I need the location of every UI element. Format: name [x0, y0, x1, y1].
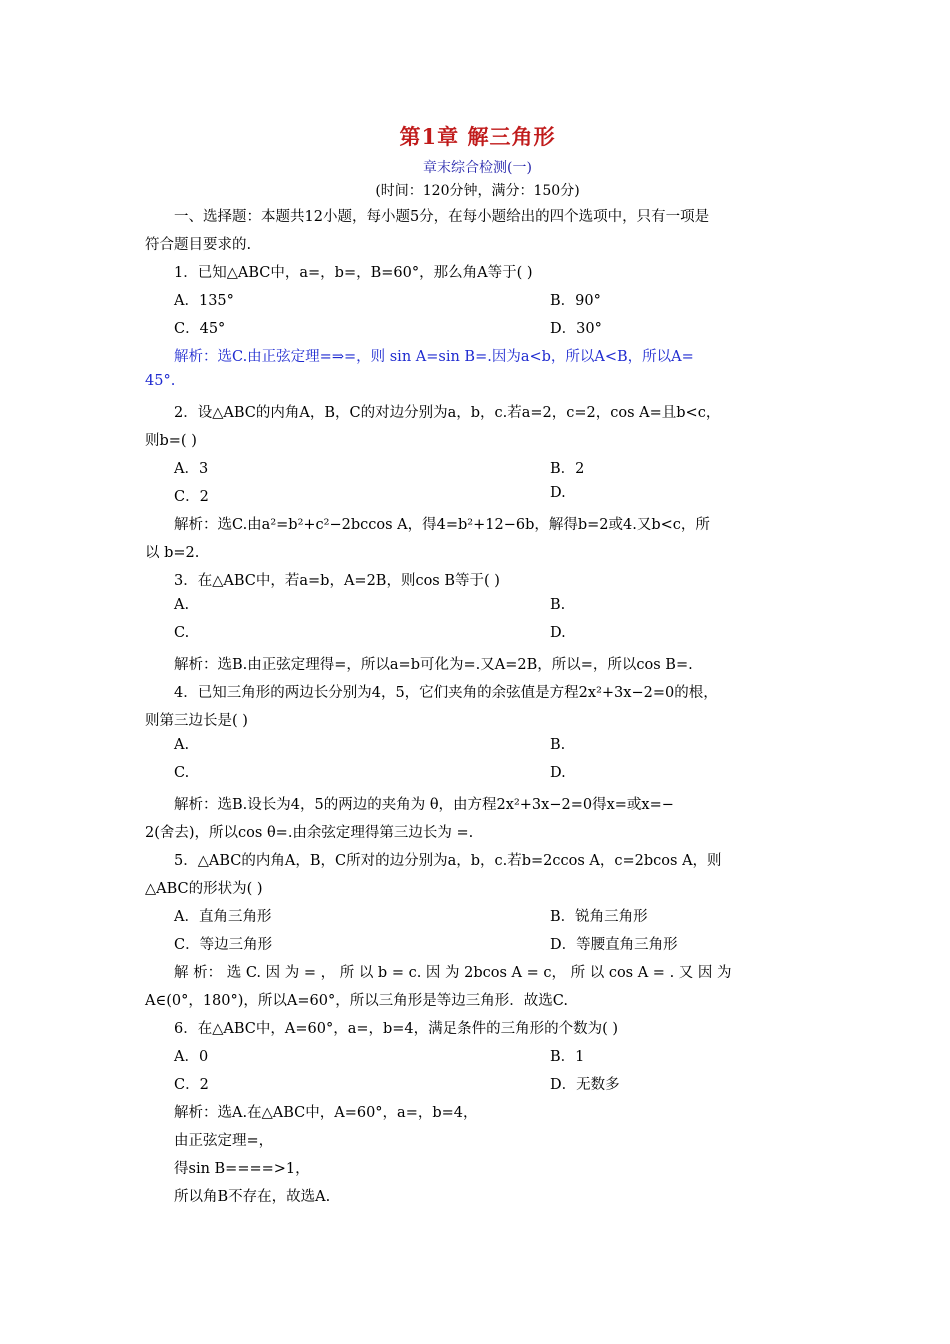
q3-option-d: D. — [550, 625, 566, 641]
section-instructions-cont: 符合题目要求的. — [145, 237, 252, 253]
q2-option-a: A．3 — [174, 461, 209, 477]
question-5-stem: 5．△ABC的内角A，B，C所对的边分别为a，b，c.若b=2ccos A，c=2bcos A，则 — [174, 853, 722, 869]
exam-meta: (时间：120分钟，满分：150分) — [375, 183, 580, 199]
q5-option-a: A．直角三角形 — [174, 909, 272, 925]
q2-solution-cont: 以 b=2. — [145, 545, 200, 561]
q1-solution: 解析：选C.由正弦定理=⇒=，则 sin A=sin B=.因为a<b，所以A<B，所以A= — [174, 349, 694, 365]
question-2-stem: 2．设△ABC的内角A，B，C的对边分别为a，b，c.若a=2，c=2，cos A=且b<c， — [174, 405, 721, 421]
q1-option-b: B．90° — [550, 293, 601, 309]
q6-solution-step2: 由正弦定理=， — [174, 1133, 274, 1149]
question-2-stem-cont: 则b=( ) — [145, 433, 197, 449]
q4-solution-cont: 2(舍去)，所以cos θ=.由余弦定理得第三边长为 =. — [145, 825, 474, 841]
q1-solution-cont: 45°. — [145, 373, 176, 389]
q2-option-d: D. — [550, 485, 566, 501]
q3-solution: 解析：选B.由正弦定理得=，所以a=b可化为=.又A=2B，所以=，所以cos B=. — [174, 657, 693, 673]
q2-solution: 解析：选C.由a²=b²+c²−2bccos A，得4=b²+12−6b，解得b=2或4.又b<c，所 — [174, 517, 710, 533]
q4-option-d: D. — [550, 765, 566, 781]
question-3-stem: 3．在△ABC中，若a=b，A=2B，则cos B等于( ) — [174, 573, 500, 589]
q6-option-c: C．2 — [174, 1077, 209, 1093]
chapter-title: 第1章 解三角形 — [399, 124, 556, 149]
q4-solution: 解析：选B.设长为4，5的两边的夹角为 θ，由方程2x²+3x−2=0得x=或x=− — [174, 797, 674, 813]
q3-option-a: A. — [174, 597, 190, 613]
q2-option-c: C．2 — [174, 489, 209, 505]
q4-option-b: B. — [550, 737, 566, 753]
q5-solution-cont: A∈(0°，180°)，所以A=60°，所以三角形是等边三角形．故选C. — [145, 993, 568, 1009]
q1-option-d: D．30° — [550, 321, 602, 337]
question-4-stem: 4．已知三角形的两边长分别为4，5，它们夹角的余弦值是方程2x²+3x−2=0的根， — [174, 685, 718, 701]
question-4-stem-cont: 则第三边长是( ) — [145, 713, 248, 729]
q5-option-d: D．等腰直角三角形 — [550, 937, 678, 953]
question-5-stem-cont: △ABC的形状为( ) — [145, 881, 263, 897]
q4-option-c: C. — [174, 765, 190, 781]
q2-option-b: B．2 — [550, 461, 585, 477]
q5-option-b: B．锐角三角形 — [550, 909, 648, 925]
question-1-stem: 1．已知△ABC中，a=，b=，B=60°，那么角A等于( ) — [174, 265, 533, 281]
q6-solution-step4: 所以角B不存在，故选A. — [174, 1189, 331, 1205]
q6-solution: 解析：选A.在△ABC中，A=60°，a=，b=4， — [174, 1105, 478, 1121]
q5-solution: 解 析： 选 C. 因 为 = ， 所 以 b = c. 因 为 2bcos A = c， 所 以 cos A = . 又 因 为 — [174, 965, 732, 981]
q6-option-a: A．0 — [174, 1049, 209, 1065]
q3-option-c: C. — [174, 625, 190, 641]
q5-option-c: C．等边三角形 — [174, 937, 273, 953]
q1-option-a: A．135° — [174, 293, 234, 309]
question-6-stem: 6．在△ABC中，A=60°，a=，b=4，满足条件的三角形的个数为( ) — [174, 1021, 619, 1037]
q6-solution-step3: 得sin B====>1， — [174, 1161, 310, 1177]
q6-option-b: B．1 — [550, 1049, 585, 1065]
q3-option-b: B. — [550, 597, 566, 613]
section-instructions: 一、选择题：本题共12小题，每小题5分，在每小题给出的四个选项中，只有一项是 — [174, 209, 710, 225]
q6-option-d: D．无数多 — [550, 1077, 620, 1093]
q4-option-a: A. — [174, 737, 190, 753]
chapter-subtitle: 章末综合检测(一) — [423, 160, 532, 176]
q1-option-c: C．45° — [174, 321, 226, 337]
